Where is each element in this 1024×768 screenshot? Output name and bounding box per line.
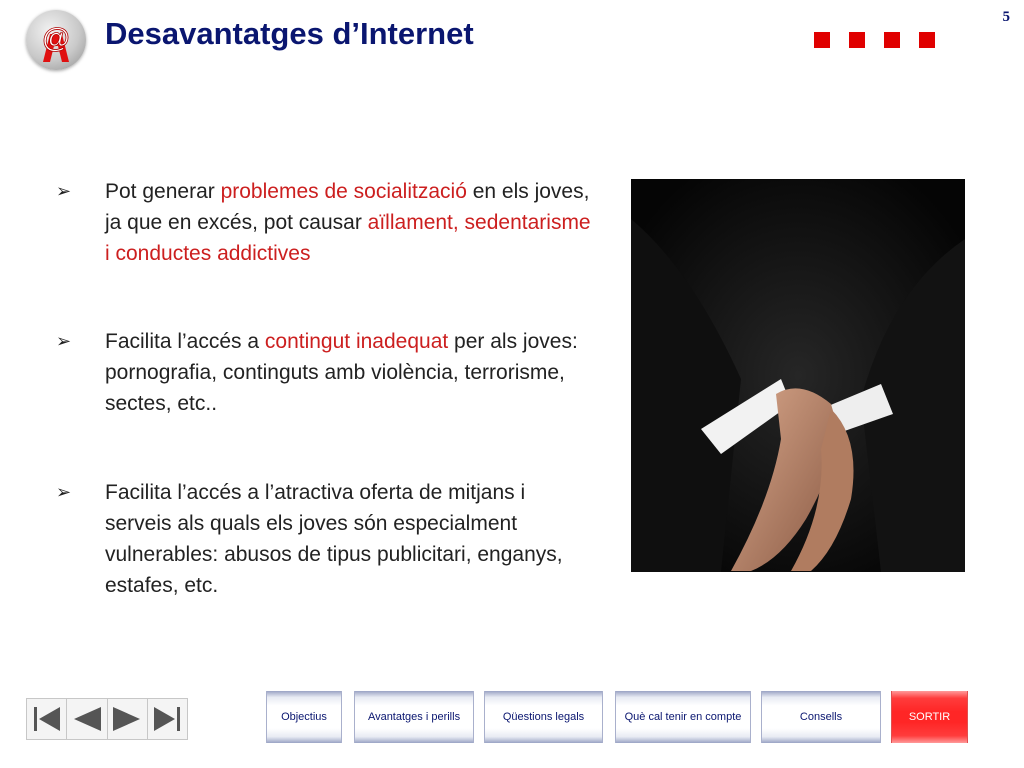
previous-slide-button[interactable] bbox=[67, 699, 107, 739]
bullet-item bbox=[56, 326, 596, 419]
last-slide-button[interactable] bbox=[148, 699, 187, 739]
square-icon bbox=[849, 32, 865, 48]
first-slide-button[interactable] bbox=[27, 699, 67, 739]
bullet-text: Facilita l’accés a bbox=[105, 330, 265, 353]
logo-icon bbox=[26, 10, 86, 70]
arrow-bullet-icon: ➢ bbox=[56, 181, 72, 201]
menu-consells-button[interactable]: Consells bbox=[761, 691, 881, 743]
crossed-fingers-photo bbox=[631, 179, 965, 572]
first-icon bbox=[30, 704, 64, 734]
menu-objectius-button[interactable]: Objectius bbox=[266, 691, 342, 743]
bullet-item bbox=[56, 176, 596, 269]
decorative-squares bbox=[814, 32, 935, 48]
exit-button[interactable]: SORTIR bbox=[891, 691, 968, 743]
square-icon bbox=[814, 32, 830, 48]
arrow-bullet-icon: ➢ bbox=[56, 331, 72, 351]
square-icon bbox=[919, 32, 935, 48]
square-icon bbox=[884, 32, 900, 48]
next-icon bbox=[110, 704, 144, 734]
bullet-text: Pot generar bbox=[105, 180, 221, 203]
menu-questions-legals-button[interactable]: Qüestions legals bbox=[484, 691, 603, 743]
logo-at-symbol: @ bbox=[42, 22, 70, 53]
bullet-item bbox=[56, 477, 596, 601]
menu-avantatges-button[interactable]: Avantatges i perills bbox=[354, 691, 474, 743]
next-slide-button[interactable] bbox=[108, 699, 148, 739]
last-icon bbox=[150, 704, 184, 734]
arrow-bullet-icon: ➢ bbox=[56, 482, 72, 502]
page-title: Desavantatges d’Internet bbox=[105, 16, 474, 51]
previous-icon bbox=[70, 704, 104, 734]
menu-que-cal-button[interactable]: Què cal tenir en compte bbox=[615, 691, 751, 743]
bullet-text: Facilita l’accés a l’atractiva oferta de mitjans i serveis als quals els joves són especialment vulnerables: abusos de tipus publicitari, enganys, estafes, etc. bbox=[105, 481, 563, 597]
bullet-highlight: aïllament, sedentarisme i conductes addictives bbox=[105, 211, 591, 265]
bullet-list bbox=[56, 176, 596, 601]
bullet-text: en els joves, ja que en excés, pot causar bbox=[105, 180, 590, 234]
bullet-highlight: contingut inadequat bbox=[264, 330, 449, 353]
bullet-highlight: problemes de socialització bbox=[220, 180, 467, 203]
page-number: 5 bbox=[1002, 9, 1010, 25]
slide-navigation bbox=[26, 698, 188, 740]
bullet-text: per als joves: pornografia, continguts amb violència, terrorisme, sectes, etc.. bbox=[105, 330, 578, 415]
